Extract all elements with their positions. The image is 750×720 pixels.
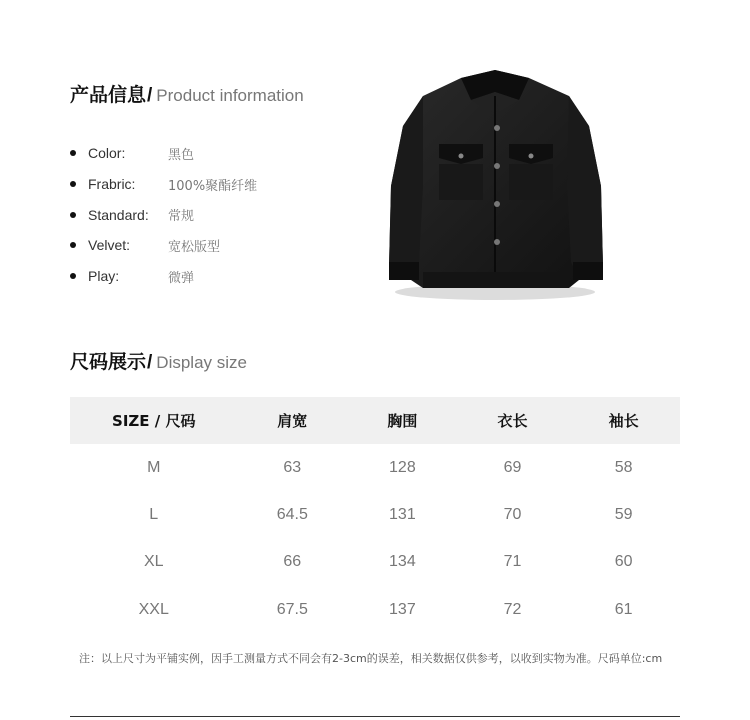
header-size: SIZE / 尺码: [70, 397, 237, 444]
header-chest: 胸围: [347, 397, 458, 444]
info-label: Velvet:: [88, 237, 131, 254]
table-row: [70, 491, 680, 538]
table-cell: 131: [389, 505, 416, 523]
table-row: [70, 586, 680, 633]
product-info-title-en: Product information: [156, 86, 304, 105]
table-header-row: [70, 397, 680, 444]
display-size-title: [70, 347, 247, 374]
table-cell: L: [149, 505, 159, 523]
display-size-title-zh: 尺码展示: [70, 351, 147, 373]
table-cell: 128: [389, 458, 416, 476]
table-cell: 71: [503, 553, 522, 571]
info-item-fabric: [70, 169, 257, 200]
bullet-icon: [70, 181, 76, 187]
header-sleeve: 袖长: [567, 397, 680, 444]
info-label: Standard:: [88, 206, 149, 223]
title-slash: /: [147, 85, 153, 106]
bullet-icon: [70, 242, 76, 248]
bullet-icon: [70, 212, 76, 218]
table-cell: 58: [614, 458, 633, 476]
info-value: 宽松版型: [168, 239, 221, 255]
measurement-note: 注：以上尺寸为平铺实例，因手工测量方式不同会有2-3cm的误差，相关数据仅供参考，以收到实物为准。尺码单位:cm: [79, 652, 663, 665]
table-row: [70, 444, 680, 491]
table-cell: 137: [389, 600, 416, 618]
table-cell: 61: [614, 600, 633, 618]
info-item-color: [70, 138, 257, 169]
table-cell: 60: [614, 553, 633, 571]
bottom-divider: [70, 716, 680, 717]
table-cell: 70: [503, 505, 522, 523]
display-size-title-en: Display size: [156, 353, 247, 372]
info-item-play: [70, 261, 257, 292]
header-shoulder: 肩宽: [237, 397, 347, 444]
bullet-icon: [70, 273, 76, 279]
table-cell: 134: [389, 553, 416, 571]
table-cell: 72: [503, 600, 522, 618]
table-cell: 63: [283, 458, 302, 476]
table-cell: 59: [614, 505, 633, 523]
info-value: 微弹: [168, 270, 195, 286]
info-label: Frabric:: [88, 176, 136, 193]
info-value: 100%聚酯纤维: [168, 178, 258, 194]
bullet-icon: [70, 150, 76, 156]
table-cell: 64.5: [276, 505, 308, 523]
product-info-list: [70, 138, 257, 291]
info-value: 黑色: [168, 147, 195, 163]
product-info-title-zh: 产品信息: [70, 84, 147, 106]
table-cell: M: [147, 458, 161, 476]
jacket-product-image: [383, 66, 608, 302]
table-row: [70, 539, 680, 586]
size-table: [70, 397, 680, 633]
table-cell: XL: [143, 553, 164, 571]
info-label: Color:: [88, 145, 126, 162]
info-label: Play:: [88, 268, 120, 285]
table-cell: 69: [503, 458, 522, 476]
title-slash: /: [147, 352, 153, 373]
table-cell: 66: [283, 553, 302, 571]
table-cell: XXL: [138, 600, 169, 618]
table-cell: 67.5: [276, 600, 308, 618]
info-value: 常规: [168, 209, 195, 225]
header-length: 衣长: [458, 397, 568, 444]
info-item-standard: [70, 199, 257, 230]
info-item-velvet: [70, 230, 257, 261]
product-info-title: [70, 80, 304, 107]
